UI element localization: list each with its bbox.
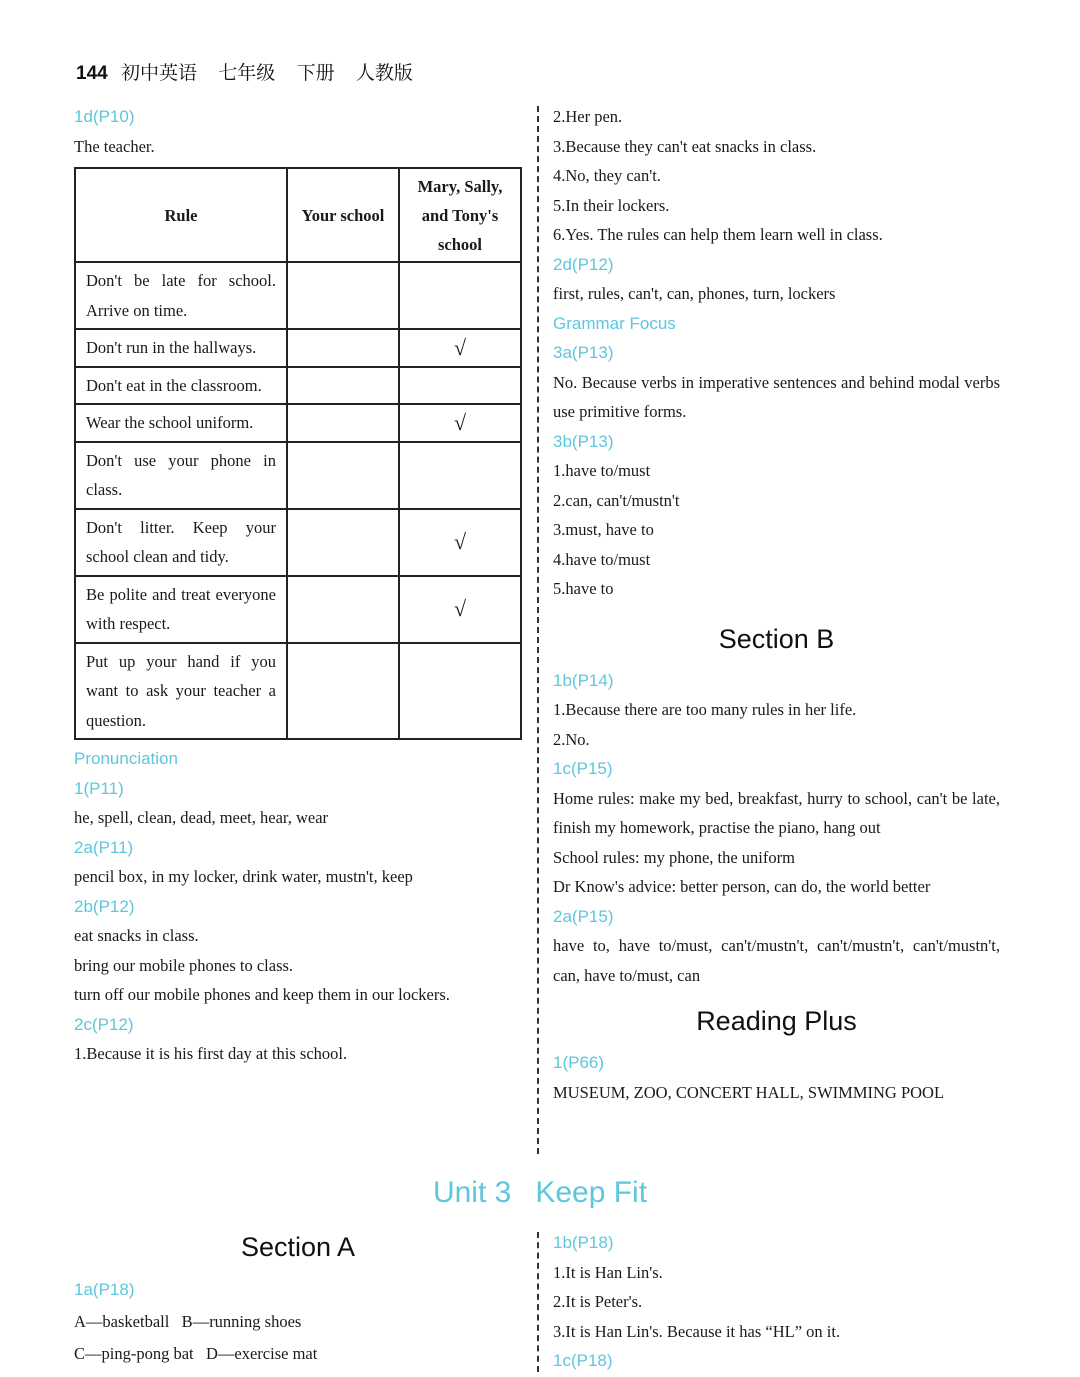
answer-1c-home-rules: Home rules: make my bed, breakfast, hurry to school, can't be late, finish my homework, practise the piano, hang out — [553, 788, 1000, 837]
rule-cell: Wear the school uniform. — [75, 404, 287, 442]
label-2c-p12: 2c(P12) — [74, 1014, 134, 1034]
answer-2c-line: 1.Because it is his first day at this school. — [74, 1044, 348, 1063]
your-school-cell — [287, 404, 399, 442]
answer-2c-line: 4.No, they can't. — [553, 166, 661, 185]
mst-school-cell: √ — [399, 329, 521, 367]
answer-2c-line: 5.In their lockers. — [553, 195, 670, 215]
answer-1-p11: he, spell, clean, dead, meet, hear, wear — [74, 808, 329, 827]
section-a-title: Section A — [240, 1232, 356, 1262]
rule-cell: Be polite and treat everyone with respect. — [75, 576, 287, 643]
answer-2b-line: eat snacks in class. — [74, 926, 199, 945]
rule-cell: Don't be late for school. Arrive on time. — [75, 262, 287, 329]
page-number: 144 — [76, 63, 108, 84]
label-1c-p18: 1c(P18) — [553, 1351, 613, 1370]
your-school-cell — [287, 576, 399, 643]
rule-cell: Don't use your phone in class. — [75, 442, 287, 509]
rule-cell: Don't run in the hallways. — [75, 329, 287, 367]
label-3a-p13: 3a(P13) — [553, 343, 614, 362]
mst-school-cell: √ — [399, 576, 521, 643]
answer-1c-dr-know: Dr Know's advice: better person, can do, the world better — [553, 877, 931, 896]
mst-school-cell — [399, 643, 521, 740]
bottom-right-column — [553, 1228, 1000, 1376]
table-row — [75, 367, 521, 405]
rule-cell: Don't eat in the classroom. — [75, 367, 287, 405]
table-row — [75, 262, 521, 329]
label-1d: 1d(P10) — [74, 107, 135, 126]
label-3b-p13: 3b(P13) — [553, 431, 614, 451]
section-b-title: Section B — [718, 623, 835, 654]
reading-plus-title: Reading Plus — [696, 1006, 857, 1036]
label-2d-p12: 2d(P12) — [553, 254, 614, 274]
unit-title — [0, 1176, 1080, 1210]
label-1a-p18: 1a(P18) — [74, 1280, 135, 1299]
answer-2c-line: 3.Because they can't eat snacks in class. — [553, 136, 817, 156]
left-column — [74, 102, 522, 1069]
answer-3a: No. Because verbs in imperative sentences and behind modal verbs use primitive forms. — [553, 372, 1000, 421]
answer-1-p66: MUSEUM, ZOO, CONCERT HALL, SWIMMING POOL — [553, 1082, 945, 1102]
mst-school-cell: √ — [399, 404, 521, 442]
label-2b-p12: 2b(P12) — [74, 896, 135, 916]
answer-2c-line: 2.Her pen. — [553, 107, 623, 126]
page-header — [76, 58, 429, 85]
answer-1c-school-rules: School rules: my phone, the uniform — [553, 847, 795, 867]
answer-1b-line: 2.It is Peter's. — [553, 1292, 643, 1311]
rule-cell: Don't litter. Keep your school clean and tidy. — [75, 509, 287, 576]
answer-2a-p11: pencil box, in my locker, drink water, mustn't, keep — [74, 867, 413, 886]
unit-name: Keep Fit — [535, 1176, 648, 1209]
mst-school-cell — [399, 442, 521, 509]
column-divider-bottom — [537, 1232, 539, 1372]
answer-1b-line: 3.It is Han Lin's. Because it has “HL” on it. — [553, 1321, 841, 1341]
grammar-focus-heading: Grammar Focus — [553, 313, 676, 333]
answer-1a-line: C—ping-pong bat D—exercise mat — [74, 1344, 318, 1363]
answer-2c-line: 6.Yes. The rules can help them learn well in class. — [553, 225, 883, 244]
pronunciation-heading: Pronunciation — [74, 749, 178, 768]
your-school-cell — [287, 367, 399, 405]
answer-3b-line: 2.can, can't/mustn't — [553, 490, 680, 510]
answer-2b-line: bring our mobile phones to class. — [74, 955, 294, 975]
mst-school-cell — [399, 367, 521, 405]
answer-2a-p15: have to, have to/must, can't/mustn't, can't/mustn't, can't/mustn't, can, have to/must, can — [553, 936, 1000, 985]
bottom-left-column — [74, 1228, 522, 1370]
right-column — [553, 102, 1000, 1107]
book-volume: 下册 — [296, 63, 335, 84]
rules-table — [74, 167, 522, 740]
answer-3b-line: 5.have to — [553, 579, 614, 598]
label-1-p66: 1(P66) — [553, 1053, 605, 1072]
mst-school-cell: √ — [399, 509, 521, 576]
label-2a-p11: 2a(P11) — [74, 837, 134, 857]
answer-1b-line: 1.Because there are too many rules in her life. — [553, 700, 857, 719]
table-row — [75, 329, 521, 367]
your-school-cell — [287, 262, 399, 329]
answer-3b-line: 4.have to/must — [553, 549, 651, 569]
col-header-your-school: Your school — [287, 168, 399, 262]
answer-2d: first, rules, can't, can, phones, turn, lockers — [553, 284, 836, 303]
table-header-row — [75, 168, 521, 262]
your-school-cell — [287, 509, 399, 576]
table-row — [75, 442, 521, 509]
answer-1d: The teacher. — [74, 136, 155, 156]
col-header-mst-school: Mary, Sally, and Tony's school — [399, 168, 521, 262]
answer-3b-line: 3.must, have to — [553, 520, 654, 539]
mst-school-cell — [399, 262, 521, 329]
book-edition: 人教版 — [355, 63, 413, 84]
your-school-cell — [287, 442, 399, 509]
label-2a-p15: 2a(P15) — [553, 906, 614, 926]
answer-2b-line: turn off our mobile phones and keep them in our lockers. — [74, 985, 450, 1004]
table-row — [75, 404, 521, 442]
your-school-cell — [287, 329, 399, 367]
column-divider-top — [537, 106, 539, 1154]
table-row — [75, 576, 521, 643]
answer-3b-line: 1.have to/must — [553, 461, 651, 480]
table-row — [75, 643, 521, 740]
unit-number: Unit 3 — [432, 1176, 512, 1209]
col-header-rule: Rule — [75, 168, 287, 262]
book-subject: 初中英语 — [120, 63, 197, 84]
label-1c-p15: 1c(P15) — [553, 759, 613, 778]
label-1b-p14: 1b(P14) — [553, 670, 614, 690]
book-grade: 七年级 — [218, 63, 276, 84]
label-1b-p18: 1b(P18) — [553, 1233, 614, 1252]
answer-1a-line: A—basketball B—running shoes — [74, 1312, 302, 1331]
table-row — [75, 509, 521, 576]
label-1-p11: 1(P11) — [74, 778, 124, 798]
answer-1b-line: 1.It is Han Lin's. — [553, 1262, 663, 1282]
your-school-cell — [287, 643, 399, 740]
answer-1b-line: 2.No. — [553, 729, 590, 749]
rule-cell: Put up your hand if you want to ask your teacher a question. — [75, 643, 287, 740]
